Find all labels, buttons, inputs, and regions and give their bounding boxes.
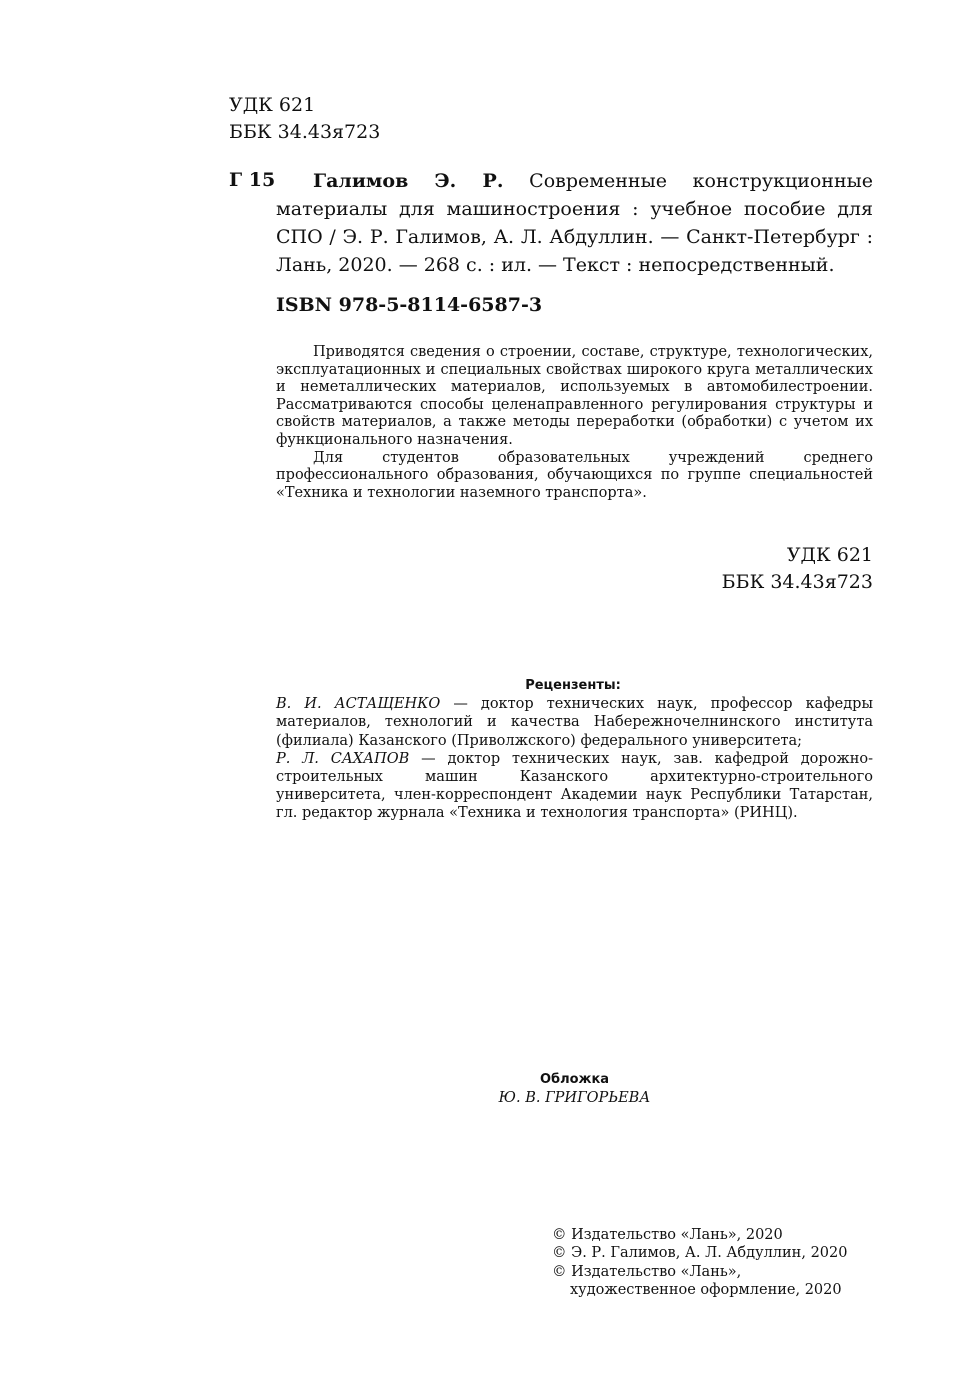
annotation-paragraph: Для студентов образовательных учреждений среднего профессионального образования, обучающихся по группе специальностей «Техника и технологии наземного транспорта». [276, 449, 873, 501]
copyright-line: © Издательство «Лань», 2020 [552, 1227, 783, 1243]
reviewers-title: Рецензенты: [525, 678, 621, 693]
reviewers-block [276, 677, 873, 823]
bbk-code: ББК 34.43я723 [229, 121, 381, 143]
annotation-paragraph: Приводятся сведения о строении, составе, структуре, технологических, эксплуатационных и специальных свойствах широкого круга металлических и неметаллических материалов, используемых в автомобилестроении. Рассматриваются способы целенаправленного регулирования структуры и свойств материалов, а также методы переработки (обработки) с учетом их функционального назначения. [276, 344, 873, 448]
reviewer-name: В. И. АСТАЩЕНКО [276, 696, 441, 713]
copyright-block [552, 1226, 847, 1299]
bibliographic-record [276, 167, 873, 279]
author-cipher: Г 15 [229, 169, 276, 191]
annotation [276, 344, 873, 502]
reviewer-entry [276, 695, 873, 750]
cover-credit [276, 1071, 873, 1107]
reviewer-description: — доктор технических наук, профессор кафедры материалов, технологий и качества Набережночелнинского института (филиала) Казанского (Приволжского) федерального университета; [276, 696, 873, 749]
copyright-line: © Э. Р. Галимов, А. Л. Абдуллин, 2020 [552, 1245, 848, 1262]
reviewer-entry [276, 750, 873, 823]
udk-code: УДК 621 [229, 94, 316, 116]
author-name: Галимов Э. Р. [313, 170, 504, 192]
reviewer-name: Р. Л. САХАПОВ [276, 750, 410, 767]
udk-code: УДК 621 [786, 544, 873, 566]
udk-bbk-header [229, 92, 380, 146]
reviewer-description: — доктор технических наук, зав. кафедрой дорожно-строительных машин Казанского архитектурно-строительного университета, член-корреспондент Академии наук Республики Татарстан, гл. редактор журнала «Техника и технология транспорта» (РИНЦ). [276, 750, 873, 822]
copyright-line: художественное оформление, 2020 [570, 1281, 842, 1298]
udk-bbk-footer [640, 542, 873, 596]
cover-title: Обложка [539, 1072, 610, 1087]
bibliographic-description: Современные конструкционные материалы для машиностроения : учебное пособие для СПО / Э. Р. Галимов, А. Л. Абдуллин. — Санкт-Петербург : Лань, 2020. — 268 с. : ил. — Текст : непосредственный. [276, 170, 874, 276]
cover-designer: Ю. В. ГРИГОРЬЕВА [498, 1090, 651, 1106]
copyright-line: © Издательство «Лань», [552, 1263, 742, 1280]
isbn: ISBN 978-5-8114-6587-3 [276, 294, 543, 316]
bbk-code: ББК 34.43я723 [721, 571, 873, 593]
